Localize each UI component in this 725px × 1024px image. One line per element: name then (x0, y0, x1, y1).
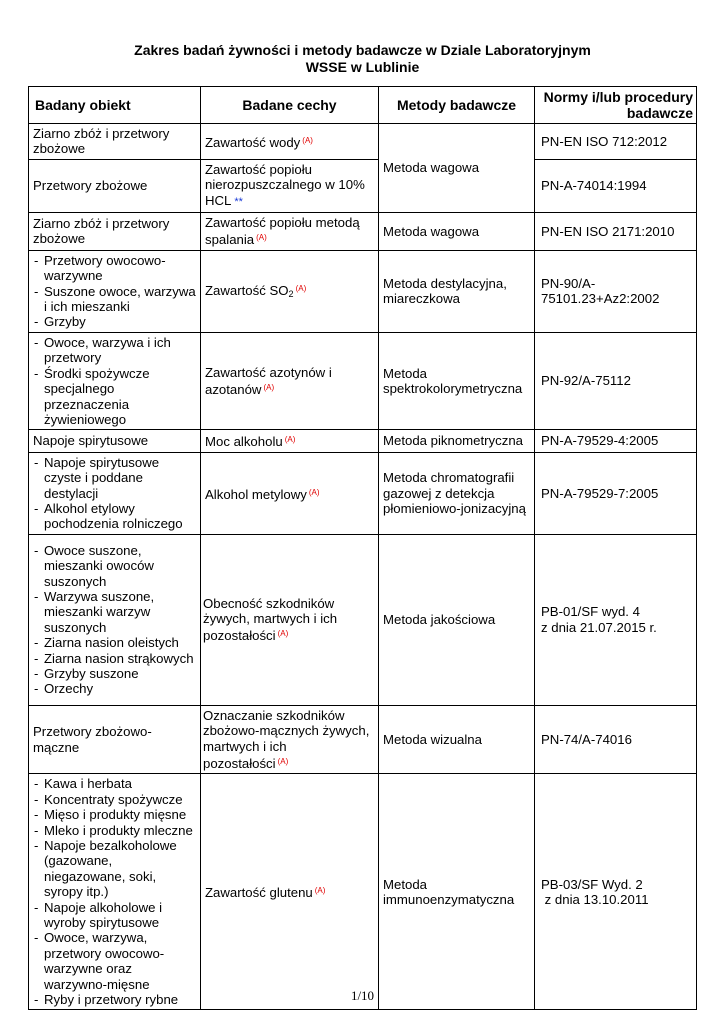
feature-cell (201, 159, 379, 212)
norm-line-2: z dnia 21.07.2015 r. (541, 619, 657, 635)
accredited-marker: (A) (308, 487, 320, 497)
table-row (29, 774, 697, 1010)
object-cell (29, 774, 201, 1010)
table-row (29, 534, 697, 705)
header-norms: Normy i/lub procedury badawcze (535, 87, 697, 124)
research-scope-table (28, 86, 697, 1010)
object-cell (29, 534, 201, 705)
feature-text: Zawartość SO (205, 282, 289, 298)
norm-cell: PN-74/A-74016 (535, 705, 697, 774)
table-row (29, 452, 697, 534)
method-cell: Metoda chromatografii gazowej z detekcja płomieniowo-jonizacyjną (379, 452, 535, 534)
feature-text: Zawartość popiołu metodą spalania (205, 215, 360, 248)
list-item: - Napoje alkoholowe i wyroby spirytusowe (33, 900, 196, 931)
norm-cell (535, 534, 697, 705)
document-title (0, 42, 725, 76)
feature-cell (201, 250, 379, 332)
feature-text: Alkohol metylowy (205, 486, 307, 502)
norm-line-1: PB-03/SF Wyd. 2 (541, 876, 643, 892)
list-item: - Owoce, warzywa i ich przetwory (33, 335, 196, 366)
list-item: - Owoce, warzywa, przetwory owocowo-warzywne oraz warzywno-mięsne (33, 930, 196, 992)
accredited-marker: (A) (263, 383, 275, 393)
feature-text: Oznaczanie szkodników zbożowo-mącznych żywych, martwych i ich pozostałości (203, 707, 370, 771)
object-list (33, 253, 196, 330)
method-cell: Metoda destylacyjna, miareczkowa (379, 250, 535, 332)
object-cell: Ziarno zbóż i przetwory zbożowe (29, 124, 201, 160)
list-item: - Napoje spirytusowe czyste i poddane destylacji (33, 455, 196, 501)
norm-cell: PN-A-79529-4:2005 (535, 430, 697, 452)
method-cell: Metoda jakościowa (379, 534, 535, 705)
object-cell (29, 332, 201, 429)
feature-text: Moc alkoholu (205, 434, 283, 450)
feature-text: Zawartość popiołu nierozpuszczalnego w 10% HCL (205, 161, 365, 208)
object-cell: Przetwory zbożowo-mączne (29, 705, 201, 774)
accredited-marker: (A) (295, 283, 307, 293)
accredited-marker: (A) (302, 135, 313, 145)
list-item: - Napoje bezalkoholowe (gazowane, niegazowane, soki, syropy itp.) (33, 838, 196, 900)
object-list (33, 455, 196, 532)
feature-cell (201, 430, 379, 452)
list-item: - Owoce suszone, mieszanki owoców suszonych (33, 543, 196, 589)
list-item: - Grzyby (33, 314, 196, 329)
accredited-marker: (A) (314, 886, 326, 896)
feature-cell (201, 124, 379, 160)
table-row (29, 124, 697, 160)
feature-cell (201, 213, 379, 251)
list-item: - Warzywa suszone, mieszanki warzyw suszonych (33, 589, 196, 635)
method-cell: Metoda piknometryczna (379, 430, 535, 452)
accredited-marker: (A) (277, 756, 289, 766)
header-methods: Metody badawcze (379, 87, 535, 124)
object-cell: Przetwory zbożowe (29, 159, 201, 212)
feature-text: Zawartość wody (205, 134, 301, 150)
double-star-marker: ** (234, 195, 243, 208)
norm-line-1: PB-01/SF wyd. 4 (541, 604, 640, 620)
method-cell: Metoda wagowa (379, 124, 535, 213)
object-list (33, 335, 196, 427)
method-cell: Metoda immunoenzymatyczna (379, 774, 535, 1010)
list-item: - Ziarna nasion strąkowych (33, 651, 196, 666)
accredited-marker: (A) (256, 233, 267, 243)
list-item: - Orzechy (33, 681, 196, 696)
list-item: - Alkohol etylowy pochodzenia rolniczego (33, 501, 196, 532)
norm-cell: PN-A-79529-7:2005 (535, 452, 697, 534)
list-item: - Kawa i herbata (33, 776, 196, 791)
norm-line-2: z dnia 13.10.2011 (541, 891, 649, 907)
method-cell: Metoda wizualna (379, 705, 535, 774)
table-row (29, 705, 697, 774)
list-item: - Suszone owoce, warzywa i ich mieszanki (33, 284, 196, 315)
method-cell: Metoda spektrokolorymetryczna (379, 332, 535, 429)
header-row (29, 87, 697, 124)
page-number: 1/10 (350, 988, 375, 1003)
list-item: - Grzyby suszone (33, 666, 196, 681)
object-list (33, 776, 196, 1007)
list-item: - Przetwory owocowo-warzywne (33, 253, 196, 284)
list-item: - Środki spożywcze specjalnego przeznaczenia żywieniowego (33, 366, 196, 428)
feature-text: Obecność szkodników żywych, martwych i ich pozostałości (203, 595, 338, 644)
norm-cell: PN-92/A-75112 (535, 332, 697, 429)
method-cell: Metoda wagowa (379, 213, 535, 251)
table-row (29, 332, 697, 429)
feature-cell (201, 534, 379, 705)
norm-cell: PN-EN ISO 712:2012 (535, 124, 697, 160)
feature-cell (201, 452, 379, 534)
accredited-marker: (A) (277, 629, 289, 639)
feature-subscript: 2 (288, 288, 294, 299)
table-row (29, 159, 697, 212)
feature-text: Zawartość azotynów i azotanów (205, 364, 332, 398)
table-row (29, 250, 697, 332)
object-cell: Ziarno zbóż i przetwory zbożowe (29, 213, 201, 251)
feature-cell (201, 332, 379, 429)
title-line-2: WSSE w Lublinie (305, 59, 420, 75)
table-row (29, 430, 697, 452)
list-item: - Koncentraty spożywcze (33, 792, 196, 807)
table-row (29, 213, 697, 251)
list-item: - Ryby i przetwory rybne (33, 992, 196, 1007)
list-item: - Mleko i produkty mleczne (33, 823, 196, 838)
title-line-1: Zakres badań żywności i metody badawcze w Dziale Laboratoryjnym (134, 42, 591, 58)
header-features: Badane cechy (201, 87, 379, 124)
feature-text: Zawartość glutenu (205, 885, 313, 901)
norm-cell: PN-A-74014:1994 (535, 159, 697, 212)
header-object: Badany obiekt (29, 87, 201, 124)
feature-cell (201, 705, 379, 774)
accredited-marker: (A) (284, 435, 296, 445)
norm-cell: PN-EN ISO 2171:2010 (535, 213, 697, 251)
norm-cell: PN-90/A-75101.23+Az2:2002 (535, 250, 697, 332)
list-item: - Mięso i produkty mięsne (33, 807, 196, 822)
list-item: - Ziarna nasion oleistych (33, 635, 196, 650)
norm-cell (535, 774, 697, 1010)
object-cell (29, 452, 201, 534)
object-cell: Napoje spirytusowe (29, 430, 201, 452)
object-list (33, 543, 196, 697)
feature-cell (201, 774, 379, 1010)
object-cell (29, 250, 201, 332)
